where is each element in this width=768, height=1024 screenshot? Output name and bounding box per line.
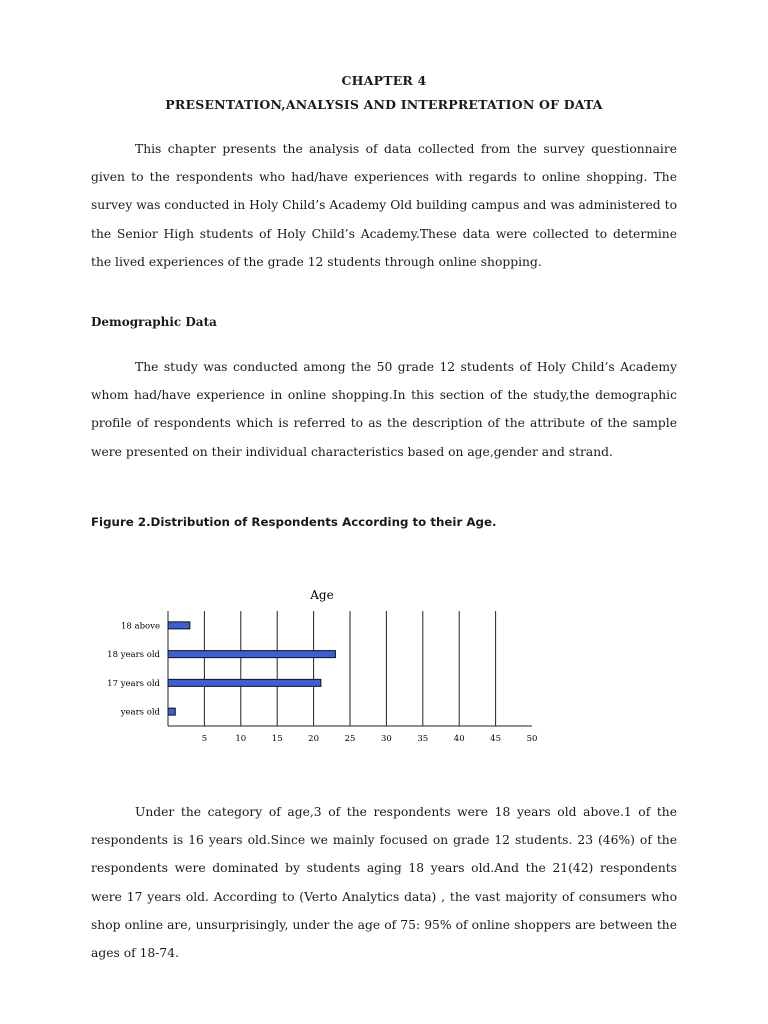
chart-category-labels [107, 621, 160, 717]
figure-caption: Figure 2.Distribution of Respondents According to their Age. [91, 515, 497, 529]
x-tick-label: 35 [417, 734, 429, 744]
chart-bars [168, 622, 335, 715]
category-label: 18 above [121, 621, 160, 632]
x-tick-label: 30 [380, 734, 392, 744]
chart-title: Age [310, 588, 334, 602]
x-tick-label: 50 [526, 734, 538, 744]
category-label: 17 years old [107, 678, 160, 689]
x-tick-label: 40 [453, 734, 465, 744]
x-tick-label: 25 [344, 734, 356, 744]
x-tick-label: 10 [235, 734, 247, 744]
chart-x-ticks [202, 734, 538, 744]
section-heading: Demographic Data [91, 315, 217, 329]
intro-paragraph: This chapter presents the analysis of data collected from the survey questionnaire given to the respondents who had/have experiences with regards to online shopping. The survey was conducted in Holy Child’s Academy Old building campus and was administered to the Senior High students of Holy Child’s Academy.These data were collected to determine the lived experiences of the grade 12 students through online shopping. [91, 142, 677, 269]
bar [168, 679, 321, 686]
age-bar-chart [100, 583, 540, 753]
x-tick-label: 15 [271, 734, 283, 744]
chart-gridlines [168, 611, 532, 726]
bar [168, 651, 335, 658]
chapter-title: PRESENTATION,ANALYSIS AND INTERPRETATION OF DATA [165, 97, 603, 112]
bar [168, 622, 190, 629]
x-tick-label: 5 [201, 734, 208, 744]
bar [168, 708, 175, 715]
x-tick-label: 20 [308, 734, 320, 744]
category-label: 18 years old [107, 650, 160, 661]
x-tick-label: 45 [490, 734, 502, 744]
demographic-paragraph: The study was conducted among the 50 grade 12 students of Holy Child’s Academy whom had/have experience in online shopping.In this section of the study,the demographic profile of respondents which is referred to as the description of the attribute of the sample were presented on their individual characteristics based on age,gender and strand. [91, 360, 677, 459]
category-label: years old [120, 707, 160, 718]
analysis-paragraph: Under the category of age,3 of the respondents were 18 years old above.1 of the respondents is 16 years old.Since we mainly focused on grade 12 students. 23 (46%) of the respondents were dominated by students aging 18 years old.And the 21(42) respondents were 17 years old. According to (Verto Analytics data) , the vast majority of consumers who shop online are, unsurprisingly, under the age of 75: 95% of online shoppers are between the ages of 18-74. [91, 805, 677, 961]
chapter-label: CHAPTER 4 [341, 73, 427, 88]
